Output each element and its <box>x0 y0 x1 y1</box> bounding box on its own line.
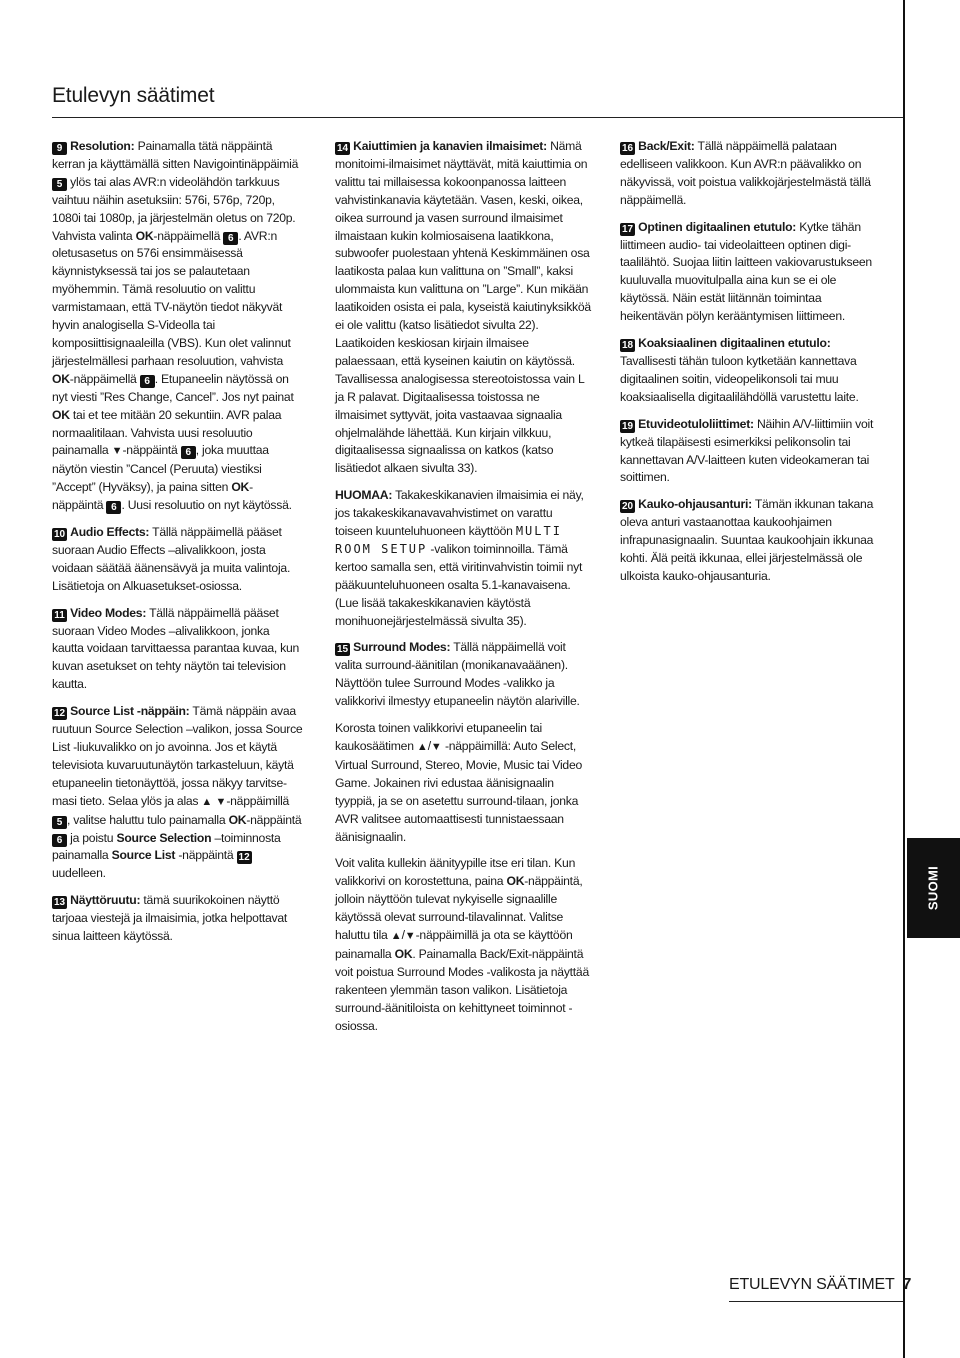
item-note: HUOMAA: Takakeskikanavien ilmaisimia ei näy, jos takakeskikanavavahvistimet on varattu toiseen kuunteluhuoneen käyttöön MULTI ROOM SETUP -valikon toiminnoilla. Tämä kertoo samalla sen, että viritinvahvistin toimii nyt pääkuunteluhuoneen osalta 5.1-kanavaisena. (Lue lisää takakeskikanavien käytöstä monihuonejärjestelmässä sivulta 35). <box>335 488 584 628</box>
item-surround: 15 Surround Modes: Tällä näppäimellä voit valita surround-äänitilan (monikanavaäänen). Näyttöön tulee Surround Modes -valikko ja valikkorivi ilmestyy etupaneelin näytön alariville. <box>335 640 580 709</box>
number-badge-14: 14 <box>336 143 349 154</box>
ok-label: OK <box>52 407 70 422</box>
ok-label: OK <box>506 874 525 889</box>
item-speakers: 14 Kaiuttimien ja kanavien ilmaisimet: Nämä monitoimi-ilmaisimet näyttävät, mitä kaiuttimia on valittu tai millaisessa kokoonpanossa laitteen vahvistinkanavia käytetään. Vasen, keski, oikea, oikea surround ja vasen surround ilmaisimet ilmaistaan kukin kolmiosaisena laatikkona, subwoofer puolestaan yhtenä Keskimmäinen osa laatikosta palaa kun valittuna on ”Small”, kaksi ulommaista kun valittuna on ”Large”. Kun mikään laatikoiden osista ei pala, kyseistä kaiutinyksikköä ei ole valittu (katso lisätiedot sivulta 22). Laatikoiden keskiosan kirjain ilmaisee palaessaan, että kyseinen kaiutin on käytössä. Tavallisessa analogisessa stereotoistossa vain L ja R palavat. Digitaalisessa toistossa ne ilmaisimet syttyvät, joita vastaavaa signaalia ohjelmalähde lähettää. Kun kirjain vilkkuu, digitaalisessa signaalissa on katkos (katso lisätiedot alkaen sivulta 33). <box>335 139 591 476</box>
title-rule <box>52 117 903 118</box>
optical-heading: Optinen digitaalinen etutulo: <box>638 219 797 234</box>
footer-title: ETULEVYN SÄÄTIMET <box>729 1276 895 1293</box>
item-audio-effects: 10 Audio Effects: Tällä näppäimellä pääset suoraan Audio Effects –alivalikkoon, josta voidaan säätää äänensävyä ja muita valintoja. Lisätietoja on Alkuasetukset-osiossa. <box>52 525 291 593</box>
item-back-exit: 16 Back/Exit: Tällä näppäimellä palataan edelliseen valikkoon. Kun AVR:n päävalikko on näkyvissä, voit poistua valikkojärjestelmästä tällä näppäimellä. <box>620 139 871 207</box>
item-video-in: 19 Etuvideotuloliittimet: Näihin A/V-liittimiin voit kytkeä tilapäisesti esimerkiksi pelikonsolin tai kannettavan A/V-laitteen kuten videokameran tai soittimen. <box>620 416 874 485</box>
coax-heading: Koaksiaalinen digitaalinen etutulo: <box>638 336 831 351</box>
ok-label: OK <box>52 371 70 386</box>
number-badge-5: 5 <box>52 816 67 829</box>
ok-label: OK <box>135 228 154 243</box>
number-badge-10: 10 <box>53 529 66 541</box>
page-footer <box>729 1276 911 1294</box>
down-arrow-icon: ▼ <box>430 741 442 753</box>
number-badge-16: 16 <box>621 143 634 154</box>
surround-heading: Surround Modes: <box>353 640 451 655</box>
down-arrow-icon: ▼ <box>404 930 416 943</box>
item-source-list: 12 Source List -näppäin: Tämä näppäin avaa ruutuun Source Selection –valikon, jossa Source List -liukuvalikko on jo avoinna. Jos et käytä televisiota kuvaruutunäytön tarkasteluun, käytä etupaneelin tietonäyttöä, jossa näkyy tarvitsemasi tieto. Selaa ylös ja alas ▲ ▼-näppäimillä 5 , valitse haluttu tulo painamalla OK-näppäintä 6 ja poistu Source Selection –toiminnosta painamalla Source List -näppäintä 12 uudelleen. <box>52 704 303 881</box>
language-tab <box>907 838 960 938</box>
up-arrow-icon: ▲ <box>390 930 402 943</box>
remote-heading: Kauko-ohjausanturi: <box>638 497 752 512</box>
number-badge-9: 9 <box>52 142 67 155</box>
item-surround-p2: Korosta toinen valikkorivi etupaneelin tai kaukosäätimen ▲/▼ -näppäimillä: Auto Select, Virtual Surround, Stereo, Movie, Music tai Video Game. Jokainen rivi edustaa äänisignaalin tyyppiä, ja se on asetettu surround-tilaan, jonka AVR valitsee automaattisesti tunnistaessaan äänisignaalin. <box>335 721 583 844</box>
ok-label: OK <box>228 812 247 827</box>
number-badge-6: 6 <box>106 501 121 514</box>
video-modes-heading: Video Modes: <box>70 605 147 620</box>
down-arrow-icon: ▼ <box>111 445 123 458</box>
item-remote: 20 Kauko-ohjausanturi: Tämän ikkunan takana oleva anturi vastaanottaa kaukoohjaimen infrapunasignaalin. Suuntaa kaukoohjain ikkunaa kohti. Älä peitä ikkunaa, ellei järjestelmässä ole ulkoista kauko-ohjausanturia. <box>620 497 874 583</box>
audio-effects-heading: Audio Effects: <box>70 525 150 540</box>
column-2 <box>335 138 591 1045</box>
number-badge-6: 6 <box>181 446 196 459</box>
down-arrow-icon: ▼ <box>215 795 227 808</box>
ok-label: OK <box>394 946 413 961</box>
up-arrow-icon: ▲ <box>416 741 428 753</box>
item-video-modes: 11 Video Modes: Tällä näppäimellä pääset suoraan Video Modes –alivalikkoon, jonka kautta voidaan tarvittaessa parantaa kuvaa, kun kuvan asetukset on tehty näytön tai television kautta. <box>52 605 300 692</box>
number-badge-12: 12 <box>53 708 66 720</box>
lcd-text: MULTI ROOM SETUP <box>335 524 562 556</box>
note-label: HUOMAA: <box>335 488 393 503</box>
number-badge-12: 12 <box>238 852 250 864</box>
number-badge-11: 11 <box>52 609 67 622</box>
speakers-heading: Kaiuttimien ja kanavien ilmaisimet: <box>353 139 547 153</box>
number-badge-6: 6 <box>52 834 67 847</box>
item-optical: 17 Optinen digitaalinen etutulo: Kytke tähän liittimeen audio- tai videolaitteen optinen digitaalilähtö. Suojaa liitin laitteen vakiovarustukseen kuuluvalla muovitulpalla aina kun se ei ole käytössä. Näin estät liitännän toimintaa heikentävän pölyn kerääntymisen liittimeen. <box>620 219 872 324</box>
item-display: 13 Näyttöruutu: tämä suurikokoinen näyttö tarjoaa viestejä ja ilmaisimia, jotka helpottavat sinua laitteen käytössä. <box>52 893 288 944</box>
number-badge-6: 6 <box>140 375 155 388</box>
resolution-heading: Resolution: <box>70 139 135 153</box>
number-badge-5: 5 <box>52 178 67 191</box>
language-tab-label: SUOMI <box>925 865 941 911</box>
ok-label: OK <box>231 480 250 495</box>
footer-rule <box>729 1301 903 1302</box>
number-badge-17: 17 <box>621 223 634 235</box>
number-badge-20: 20 <box>621 501 634 513</box>
up-arrow-icon: ▲ <box>201 795 213 808</box>
source-list-heading: Source List -näppäin: <box>70 704 190 719</box>
number-badge-6: 6 <box>223 232 238 245</box>
number-badge-18: 18 <box>621 340 634 352</box>
item-resolution: 9 Resolution: Painamalla tätä näppäintä kerran ja käyttämällä sitten Navigointinäppäimiä 5 ylös tai alas AVR:n videolähdön tarkkuus vaihtuu näihin asetuksiin: 576i, 576p, 720p, 1080i tai 1080p, ja järjestelmän oletus on 720p. Vahvista valinta OK-näppäimellä 6 . AVR:n oletusasetus on 576i ensimmäisessä käynnistyksessä tai jos se palautetaan myöhemmin. Tämä resoluutio on valittu varmistamaan, että TV-näytön tiedot näkyvät hyvin analogisella S-Videolla tai komposiittisignaaleilla (VBS). Kun olet valinnut järjestelmällesi parhaan resoluution, vahvista OK-näppäimellä 6 . Etupaneelin näytössä on nyt viesti ”Res Change, Cancel”. Jos nyt painat OK tai et tee mitään 20 sekuntiin. AVR palaa normaalitilaan. Vahvista uusi resoluutio painamalla ▼-näppäintä 6 , joka muuttaa näytön viestin ”Cancel (Peruuta) viestiksi ”Accept” (Hyväksy), ja paina sitten OK-näppäintä 6 . Uusi resoluutio on nyt käytössä. <box>52 139 299 514</box>
display-heading: Näyttöruutu: <box>70 893 141 908</box>
video-in-heading: Etuvideotuloliittimet: <box>638 416 754 431</box>
back-exit-heading: Back/Exit: <box>638 139 695 153</box>
column-3 <box>620 138 882 595</box>
number-badge-15: 15 <box>336 644 349 656</box>
number-badge-13: 13 <box>53 897 66 909</box>
right-margin-rule <box>903 0 905 1358</box>
page-title: Etulevyn säätimet <box>52 84 215 107</box>
item-surround-p3: Voit valita kullekin äänityypille itse eri tilan. Kun valikkorivi on korostettuna, paina OK-näppäintä, jolloin näyttöön tulevat nykyiselle signaalille käytössä olevat surround-tilavalinnat. Valitse haluttu tila ▲/▼-näppäimillä ja ota se käyttöön painamalla OK. Painamalla Back/Exit-näppäintä voit poistua Surround Modes -valikosta ja näyttää rakenteen ylemmän tason valikon. Lisätietoja surround-äänitiloista on kehittyneet toiminnot -osiossa. <box>335 856 589 1033</box>
page-number: 7 <box>902 1276 912 1293</box>
item-coax: 18 Koaksiaalinen digitaalinen etutulo: Tavallisesti tähän tuloon kytketään kannettava digitaalinen soitin, videopelikonsoli tai muu koaksiaalisella digitaalilähdöllä varustettu laite. <box>620 336 859 404</box>
number-badge-19: 19 <box>621 420 634 432</box>
column-1 <box>52 138 304 955</box>
